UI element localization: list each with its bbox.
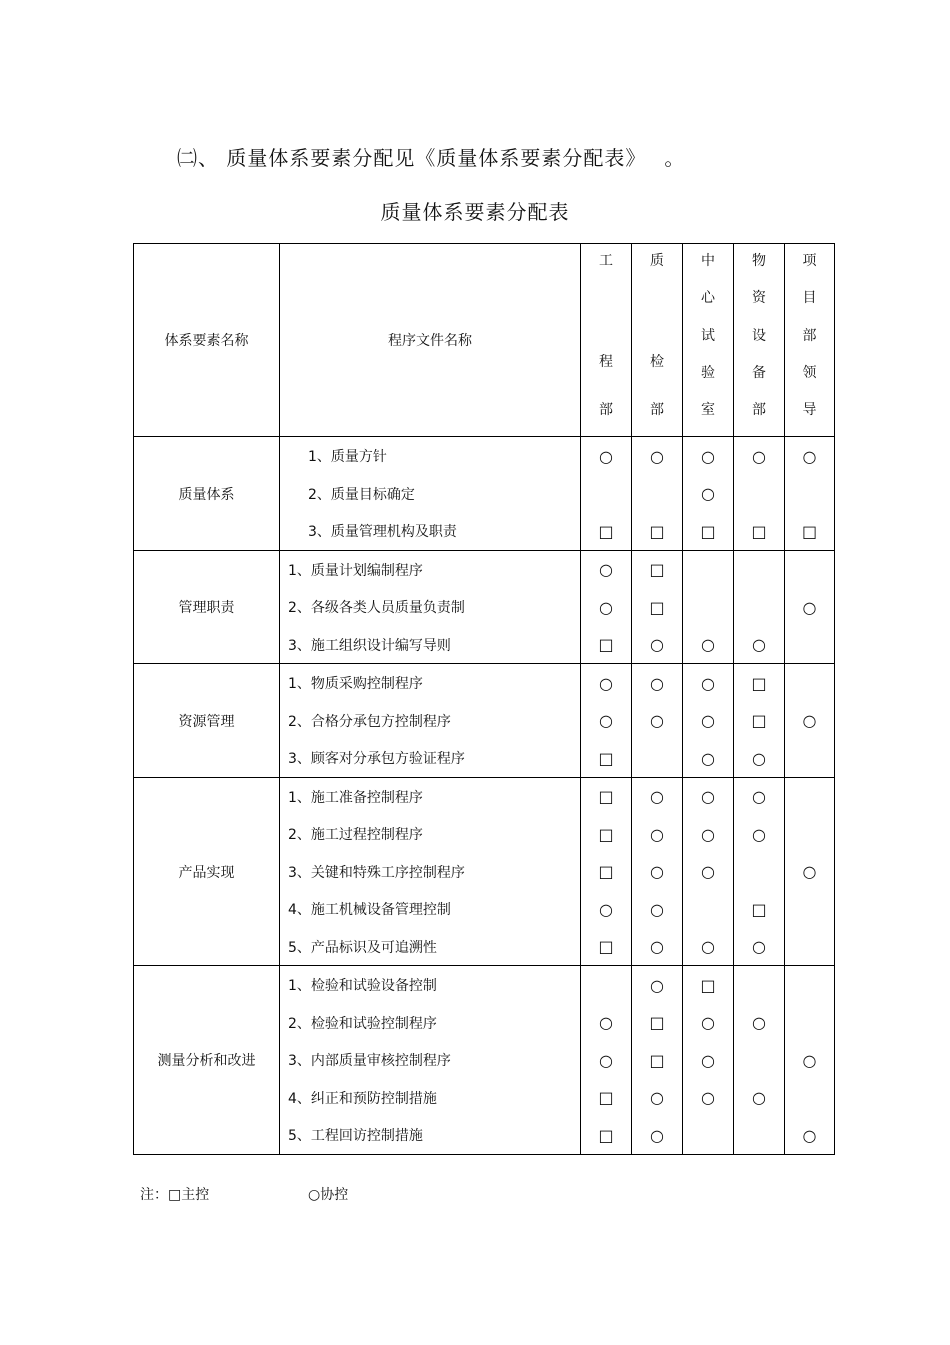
allocation-cell (785, 550, 835, 664)
header-department-char: 试 (701, 327, 715, 344)
allocation-mark: ○ (752, 635, 766, 655)
allocation-mark: □ (751, 711, 767, 731)
allocation-mark: ○ (752, 824, 766, 844)
allocation-mark: □ (598, 787, 614, 807)
allocation-mark: ○ (701, 1013, 715, 1033)
header-department-char: 部 (599, 402, 613, 419)
header-department-char: 心 (701, 290, 715, 307)
allocation-mark: □ (598, 937, 614, 957)
legend-secondary: ○协控 (308, 1187, 349, 1203)
allocation-mark (734, 588, 784, 626)
header-element-name: 体系要素名称 (134, 244, 280, 437)
allocation-mark: ○ (701, 1050, 715, 1070)
allocation-cell (581, 777, 632, 966)
procedure-item: 1、质量方针 (308, 449, 387, 466)
header-department (632, 244, 683, 437)
procedure-item: 3、顾客对分承包方验证程序 (288, 751, 465, 768)
allocation-mark: ○ (650, 1125, 664, 1145)
procedure-item: 3、质量管理机构及职责 (308, 524, 457, 541)
header-department-char: 工 (599, 253, 613, 269)
allocation-mark: ○ (650, 1088, 664, 1108)
allocation-mark: ○ (599, 711, 613, 731)
element-name-cell: 管理职责 (134, 550, 280, 664)
allocation-mark (683, 890, 733, 928)
allocation-cell (785, 777, 835, 966)
allocation-mark (683, 551, 733, 589)
allocation-mark: □ (751, 673, 767, 693)
allocation-mark: ○ (650, 711, 664, 731)
allocation-mark (734, 853, 784, 891)
procedure-item: 3、施工组织设计编写导则 (288, 637, 451, 654)
header-department-char: 项 (802, 253, 817, 269)
header-department (785, 244, 835, 437)
procedure-item: 1、检验和试验设备控制 (288, 978, 437, 995)
procedure-item: 5、产品标识及可追溯性 (288, 939, 437, 956)
allocation-mark (785, 1079, 834, 1117)
procedure-item: 4、施工机械设备管理控制 (288, 902, 451, 919)
allocation-mark: ○ (650, 446, 664, 466)
allocation-mark: ○ (599, 1050, 613, 1070)
allocation-cell (581, 664, 632, 778)
allocation-mark: ○ (701, 937, 715, 957)
allocation-mark: □ (801, 521, 818, 541)
allocation-mark: ○ (701, 673, 715, 693)
heading-tail: 。 (664, 146, 686, 170)
procedure-item: 3、关键和特殊工序控制程序 (288, 864, 465, 881)
allocation-cell (683, 777, 734, 966)
allocation-mark: □ (649, 560, 665, 580)
allocation-cell (734, 664, 785, 778)
allocation-mark (581, 475, 631, 513)
allocation-mark: □ (598, 1088, 614, 1108)
allocation-mark: □ (649, 521, 665, 541)
allocation-mark: ○ (752, 748, 766, 768)
allocation-mark: ○ (650, 635, 664, 655)
procedure-item: 2、合格分承包方控制程序 (288, 713, 451, 730)
allocation-mark (785, 551, 834, 589)
section-heading (177, 142, 685, 171)
allocation-mark: ○ (701, 635, 715, 655)
procedure-item: 3、内部质量审核控制程序 (288, 1053, 451, 1070)
procedure-item: 1、施工准备控制程序 (288, 789, 423, 806)
procedure-item: 2、施工过程控制程序 (288, 827, 423, 844)
allocation-mark: ○ (650, 862, 664, 882)
allocation-mark: ○ (650, 824, 664, 844)
allocation-mark: ○ (701, 787, 715, 807)
allocation-cell (581, 550, 632, 664)
allocation-cell (581, 437, 632, 551)
header-department-char: 部 (752, 402, 766, 419)
heading-text: 质量体系要素分配见《质量体系要素分配表》 (226, 146, 637, 170)
allocation-cell (683, 664, 734, 778)
allocation-mark (734, 1116, 784, 1154)
allocation-mark (785, 928, 834, 966)
allocation-mark: ○ (752, 1013, 766, 1033)
element-name-cell: 测量分析和改进 (134, 966, 280, 1155)
allocation-mark (632, 475, 682, 513)
allocation-cell (632, 664, 683, 778)
procedure-list-cell (280, 777, 581, 966)
header-department-char: 室 (701, 402, 715, 419)
procedure-item: 2、各级各类人员质量负责制 (288, 600, 465, 617)
allocation-mark: ○ (650, 787, 664, 807)
allocation-mark: ○ (599, 673, 613, 693)
allocation-mark: ○ (650, 899, 664, 919)
allocation-cell (683, 966, 734, 1155)
allocation-mark (785, 475, 834, 513)
header-department-char: 验 (701, 364, 715, 381)
allocation-mark: □ (751, 521, 767, 541)
header-department-char: 导 (802, 402, 817, 419)
header-department-char: 资 (752, 290, 766, 307)
allocation-cell (683, 550, 734, 664)
table-row (134, 664, 835, 778)
allocation-mark (734, 475, 784, 513)
allocation-mark: □ (649, 597, 665, 617)
allocation-mark: ○ (599, 560, 613, 580)
allocation-mark: ○ (701, 824, 715, 844)
allocation-mark (785, 664, 834, 702)
allocation-mark (683, 588, 733, 626)
allocation-mark (632, 739, 682, 777)
table-row (134, 550, 835, 664)
allocation-cell (785, 966, 835, 1155)
allocation-mark (785, 1004, 834, 1042)
header-department-char: 设 (752, 327, 766, 344)
header-department (683, 244, 734, 437)
allocation-mark: □ (700, 521, 716, 541)
procedure-item: 2、质量目标确定 (308, 486, 415, 503)
element-name-cell: 产品实现 (134, 777, 280, 966)
allocation-mark (581, 966, 631, 1004)
allocation-mark (785, 778, 834, 816)
allocation-mark: □ (598, 521, 614, 541)
allocation-mark (785, 815, 834, 853)
allocation-mark (785, 890, 834, 928)
procedure-item: 4、纠正和预防控制措施 (288, 1090, 437, 1107)
procedure-item: 5、工程回访控制措施 (288, 1128, 423, 1145)
allocation-mark (683, 1116, 733, 1154)
allocation-cell (734, 966, 785, 1155)
allocation-mark: □ (649, 1013, 665, 1033)
allocation-mark (734, 1041, 784, 1079)
allocation-mark: ○ (701, 748, 715, 768)
allocation-cell (734, 777, 785, 966)
header-procedure-name: 程序文件名称 (280, 244, 581, 437)
legend-note (140, 1184, 349, 1204)
table-title: 质量体系要素分配表 (380, 200, 570, 224)
legend-primary: 注：□主控 (140, 1187, 210, 1203)
allocation-mark: ○ (650, 975, 664, 995)
header-department (734, 244, 785, 437)
allocation-mark: ○ (802, 1125, 817, 1145)
allocation-mark: ○ (599, 597, 613, 617)
procedure-list-cell (280, 550, 581, 664)
allocation-mark: ○ (650, 937, 664, 957)
procedure-item: 1、质量计划编制程序 (288, 562, 423, 579)
allocation-cell (581, 966, 632, 1155)
allocation-cell (734, 437, 785, 551)
allocation-mark (734, 966, 784, 1004)
allocation-mark: □ (649, 1050, 665, 1070)
table-row (134, 966, 835, 1155)
allocation-mark: □ (598, 635, 614, 655)
allocation-cell (632, 777, 683, 966)
allocation-mark: ○ (752, 937, 766, 957)
allocation-mark: ○ (802, 446, 817, 466)
allocation-mark: ○ (802, 711, 817, 731)
table-row (134, 437, 835, 551)
allocation-mark: ○ (802, 597, 817, 617)
allocation-mark: □ (598, 862, 614, 882)
allocation-mark: ○ (752, 787, 766, 807)
allocation-cell (785, 664, 835, 778)
allocation-mark: ○ (701, 446, 715, 466)
heading-prefix: ㈡、 (177, 146, 219, 170)
allocation-mark: ○ (802, 862, 817, 882)
table-row (134, 777, 835, 966)
allocation-mark (785, 739, 834, 777)
procedure-item: 2、检验和试验控制程序 (288, 1015, 437, 1032)
header-department-char: 质 (650, 253, 664, 269)
allocation-mark: □ (598, 1125, 614, 1145)
allocation-mark: ○ (701, 1088, 715, 1108)
allocation-mark: □ (751, 899, 767, 919)
allocation-mark: ○ (802, 1050, 817, 1070)
header-department-char: 部 (802, 327, 817, 344)
header-department-char: 检 (650, 353, 664, 370)
allocation-mark: ○ (701, 711, 715, 731)
allocation-mark: ○ (599, 899, 613, 919)
header-department-char: 目 (802, 290, 817, 307)
header-department-char: 部 (650, 402, 664, 419)
allocation-cell (632, 966, 683, 1155)
allocation-mark: ○ (650, 673, 664, 693)
allocation-mark: ○ (599, 1013, 613, 1033)
allocation-mark: □ (598, 824, 614, 844)
allocation-cell (632, 550, 683, 664)
allocation-cell (632, 437, 683, 551)
allocation-mark: ○ (599, 446, 613, 466)
procedure-list-cell (280, 966, 581, 1155)
allocation-mark: ○ (752, 446, 766, 466)
allocation-mark: ○ (701, 484, 715, 504)
element-allocation-table (133, 243, 835, 1155)
procedure-item: 1、物质采购控制程序 (288, 676, 423, 693)
allocation-mark (785, 966, 834, 1004)
header-department-char: 备 (752, 364, 766, 381)
procedure-list-cell (280, 664, 581, 778)
allocation-cell (734, 550, 785, 664)
allocation-cell (683, 437, 734, 551)
header-department-char: 物 (752, 253, 766, 269)
header-department-char: 程 (599, 353, 613, 370)
header-row (134, 244, 835, 437)
element-name-cell: 资源管理 (134, 664, 280, 778)
allocation-mark: □ (700, 975, 716, 995)
allocation-mark: ○ (752, 1088, 766, 1108)
element-name-cell: 质量体系 (134, 437, 280, 551)
allocation-cell (785, 437, 835, 551)
header-department-char: 领 (802, 364, 817, 381)
allocation-mark (785, 626, 834, 664)
allocation-mark: ○ (701, 862, 715, 882)
procedure-list-cell (280, 437, 581, 551)
allocation-mark: □ (598, 748, 614, 768)
header-department (581, 244, 632, 437)
header-department-char: 中 (701, 253, 715, 269)
allocation-mark (734, 551, 784, 589)
